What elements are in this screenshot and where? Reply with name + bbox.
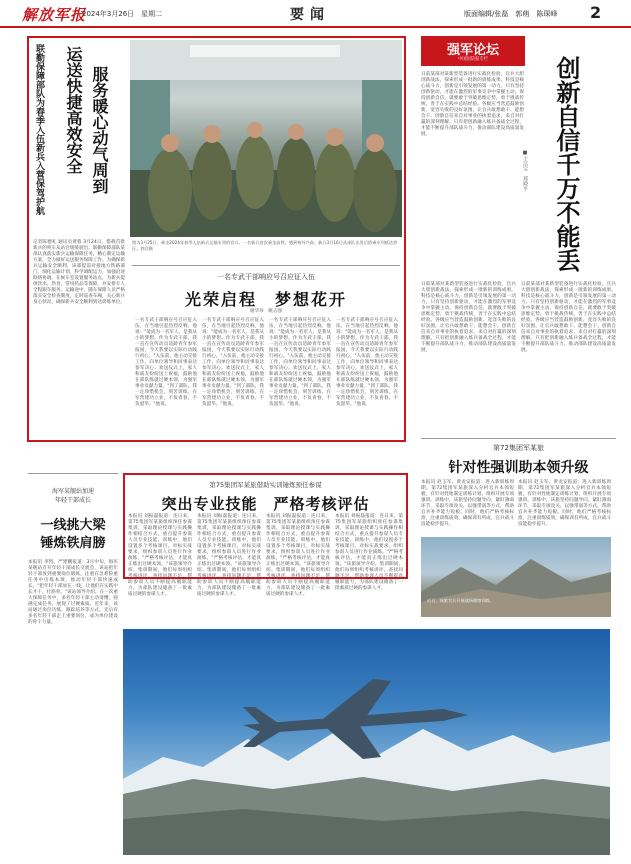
sub-story-body-col3: 一名专武干部响应号召应征入伍，在当地引起热烈反响。他说："能成为一名军人，是我从小的梦想。作为专武干部，我一直在宣传动员适龄青年参军报国，今天我要以实际行动践行初心。"入伍前，他主动交接工作，向单位领导和同事表达参军决心。欢送仪式上，家人和战友纷纷送上祝福，鼓励他在部队练就过硬本领，为强军事业贡献力量。"到了部队，我一定珍惜机会，刻苦训练，在军营建功立业，不负青春、不负韶华。"他说。 xyxy=(269,318,331,407)
sub-story-byline: 谢华珍 姚志强 xyxy=(249,309,283,314)
divider xyxy=(421,438,616,439)
commentary-body-col2: 日前某部对某新型装备进行实战化检验，官兵大胆创新战法，探索形成一批新的训练成果。科技是核心战斗力，创新是引领发展的第一动力。只有坚持创新驱动，才能在激烈的军事竞争中掌握主动。保持创新自信，就要敢于突破思维定势，勇于挑战传统，善于在实践中总结经验。各级应当营造鼓励创新、宽容失败的良好氛围，让官兵敢想敢干、能想会干。创新自信来自对事业的执着追求，来自对打赢的深刻理解。只有把创新融入练兵备战全过程，才能不断提升部队战斗力，推动部队建设高质量发展。 xyxy=(421,282,516,353)
lead-story-deck: 联勤保障部队为春季入伍新兵入营保驾护航 xyxy=(34,44,44,215)
brigade-72-body-col2: 本报讯 赵玉军、黄龙安报道：进入新训练周期，第72集团军某旅深入分析官兵本领短板，有针对性地制定训练计划，组织开展专项强训。训练中，该旅坚持问题导向，紧盯薄弱环节，采取专项攻关、以强带弱等方式，帮助官兵补齐能力短板。同时，他们严格考核标准，注重训练质效，确保训有所成，官兵战斗技能稳步提升。 xyxy=(518,480,611,527)
sub-story-title[interactable]: 光荣启程 梦想花开 xyxy=(184,290,347,309)
sub-story-body-col1: 一名专武干部响应号召应征入伍，在当地引起热烈反响。他说："能成为一名军人，是我从小的梦想。作为专武干部，我一直在宣传动员适龄青年参军报国，今天我要以实际行动践行初心。"入伍前，他主动交接工作，向单位领导和同事表达参军决心。欢送仪式上，家人和战友纷纷送上祝福，鼓励他在部队练就过硬本领，为强军事业贡献力量。"到了部队，我一定珍惜机会，刻苦训练，在军营建功立业，不负青春、不负韶华。"他说。 xyxy=(135,318,197,407)
commentary-column-subtitle: 中国国防报专栏 xyxy=(457,57,489,62)
masthead xyxy=(0,0,631,28)
lead-story-photo-caption: 图为3月25日，乘坐2024年春季入伍新兵运输专列的官兵。一名新兵首次乘坐高铁，感到格外兴奋。新兵3月16日从部队出发后搭乘专列抵达营区。郭宾摄 xyxy=(132,240,398,251)
brigade-75-title[interactable]: 突出专业技能 严格考核评估 xyxy=(161,495,370,513)
lead-story-title-col2[interactable]: 运送快捷高效安全 xyxy=(64,46,83,174)
mountain-landscape-illustration xyxy=(421,537,611,617)
brigade-75-body-col3: 本报讯 刘振磊报道：连日来，第75集团军某旅组织预任参谋集训，采取理论授课与实践操作相结合方式，重点提升参谋人员专业技能。训练中，他们设置多个考核课目，对标实战要求，组织参训人员进行作业演练。"严格考核评估，才能真正练出过硬本领。"该旅领导介绍。集训期间，他们每周组织考核讲评，查找问题不足，帮助参训人员不断提高履职能力，为部队建设储备了一批素质过硬的参谋人才。 xyxy=(266,514,330,597)
brigade-75-body-col4: 本报讯 刘振磊报道：连日来，第75集团军某旅组织预任参谋集训，采取理论授课与实践操作相结合方式，重点提升参谋人员专业技能。训练中，他们设置多个考核课目，对标实战要求，组织参训人员进行作业演练。"严格考核评估，才能真正练出过硬本领。"该旅领导介绍。集训期间，他们每周组织考核讲评，查找问题不足，帮助参训人员不断提高履职能力，为部队建设储备了一批素质过硬的参谋人才。 xyxy=(335,514,403,591)
brigade-75-body-col2: 本报讯 刘振磊报道：连日来，第75集团军某旅组织预任参谋集训，采取理论授课与实践操作相结合方式，重点提升参谋人员专业技能。训练中，他们设置多个考核课目，对标实战要求，组织参训人员进行作业演练。"严格考核评估，才能真正练出过硬本领。"该旅领导介绍。集训期间，他们每周组织考核讲评，查找问题不足，帮助参训人员不断提高履职能力，为部队建设储备了一批素质过硬的参谋人才。 xyxy=(197,514,261,597)
lead-story-body: 记者陈德礼 通讯员黄蓉 3月24日，搭载首批新兵的列车从站台缓缓驶出。联勤保障部队某部认真落实新兵运输保障任务，精心制定运输方案，全力做好运送服务保障工作。为确保新兵运输安全顺利，该部提前对接地方铁路部门，细化运输计划，科学调配运力，加强沿途联络协调。在候车室设置服务站点，为新兵提供饮水、热食、常用药品等保障，并安排专人全程跟车服务。运输途中，随车保障人员严格落实安全检查制度，定时巡查车厢，关心新兵身心状况，确保新兵安全顺利到达训练单位。 xyxy=(33,240,125,305)
fighter-jet-photo[interactable] xyxy=(123,629,610,855)
commentary-column-name: 强军论坛 xyxy=(446,43,499,58)
sub-story-body-col2: 一名专武干部响应号召应征入伍，在当地引起热烈反响。他说："能成为一名军人，是我从小的梦想。作为专武干部，我一直在宣传动员适龄青年参军报国，今天我要以实际行动践行初心。"入伍前，他主动交接工作，向单位领导和同事表达参军决心。欢送仪式上，家人和战友纷纷送上祝福，鼓励他在部队练就过硬本领，为强军事业贡献力量。"到了部队，我一定珍惜机会，刻苦训练，在军营建功立业，不负青春、不负韶华。"他说。 xyxy=(202,318,264,407)
brigade-75-body-col1: 本报讯 刘振磊报道：连日来，第75集团军某旅组织预任参谋集训，采取理论授课与实践操作相结合方式，重点提升参谋人员专业技能。训练中，他们设置多个考核课目，对标实战要求，组织参训人员进行作业演练。"严格考核评估，才能真正练出过硬本领。"该旅领导介绍。集训期间，他们每周组织考核讲评，查找问题不足，帮助参训人员不断提高履职能力，为部队建设储备了一批素质过硬的参谋人才。 xyxy=(128,514,192,597)
sub-story-kicker: 一名专武干部响应号召应征入伍 xyxy=(217,273,315,281)
divider xyxy=(132,265,400,266)
fighter-jet-over-mountains-illustration xyxy=(123,629,610,855)
left-story-kicker: 海军某舰站加速 年轻干部成长 xyxy=(51,488,94,504)
brigade-72-body-col1: 本报讯 赵玉军、黄龙安报道：进入新训练周期，第72集团军某旅深入分析官兵本领短板，有针对性地制定训练计划，组织开展专项强训。训练中，该旅坚持问题导向，紧盯薄弱环节，采取专项攻关、以强带弱等方式，帮助官兵补齐能力短板。同时，他们严格考核标准，注重训练质效，确保训有所成，官兵战斗技能稳步提升。 xyxy=(421,480,514,527)
section-title: 要闻 xyxy=(290,7,330,23)
sub-story-body-col4: 一名专武干部响应号召应征入伍，在当地引起热烈反响。他说："能成为一名军人，是我从小的梦想。作为专武干部，我一直在宣传动员适龄青年参军报国，今天我要以实际行动践行初心。"入伍前，他主动交接工作，向单位领导和同事表达参军决心。欢送仪式上，家人和战友纷纷送上祝福，鼓励他在部队练就过硬本领，为强军事业贡献力量。"到了部队，我一定珍惜机会，刻苦训练，在军营建功立业，不负青春、不负韶华。"他说。 xyxy=(336,318,398,407)
issue-date: 2024年3月26日 星期二 xyxy=(82,10,163,18)
divider xyxy=(28,473,118,474)
brigade-72-photo-caption: 近日，该旅官兵开展战场勘察训练。 xyxy=(427,598,495,603)
brigade-72-photo[interactable] xyxy=(421,537,611,617)
lead-story-title-col1[interactable]: 服务暖心动气周到 xyxy=(90,66,109,194)
lead-story-photo[interactable] xyxy=(130,40,402,237)
train-interior-illustration xyxy=(130,40,402,237)
commentary-author: ■于洁宝 郑晓平 xyxy=(522,150,528,191)
brigade-72-title[interactable]: 针对性强训助本领升级 xyxy=(448,460,589,476)
commentary-body-col3: 日前某部对某新型装备进行实战化检验，官兵大胆创新战法，探索形成一批新的训练成果。科技是核心战斗力，创新是引领发展的第一动力。只有坚持创新驱动，才能在激烈的军事竞争中掌握主动。保持创新自信，就要敢于突破思维定势，勇于挑战传统，善于在实践中总结经验。各级应当营造鼓励创新、宽容失败的良好氛围，让官兵敢想敢干、能想会干。创新自信来自对事业的执着追求，来自对打赢的深刻理解。只有把创新融入练兵备战全过程，才能不断提升部队战斗力，推动部队建设高质量发展。 xyxy=(521,282,616,353)
page-editors: 版面编辑/张磊 郭萌 陈琛峰 xyxy=(464,10,558,18)
brigade-72-kicker: 第72集团军某旅 xyxy=(493,444,544,452)
page-number: 2 xyxy=(590,3,602,22)
commentary-body-col1: 日前某部对某新型装备进行实战化检验，官兵大胆创新战法，探索形成一批新的训练成果。科技是核心战斗力，创新是引领发展的第一动力。只有坚持创新驱动，才能在激烈的军事竞争中掌握主动。保持创新自信，就要敢于突破思维定势，勇于挑战传统，善于在实践中总结经验。各级应当营造鼓励创新、宽容失败的良好氛围，让官兵敢想敢干、能想会干。创新自信来自对事业的执着追求，来自对打赢的深刻理解。只有把创新融入练兵备战全过程，才能不断提升部队战斗力，推动部队建设高质量发展。 xyxy=(421,72,524,137)
left-story-title[interactable]: 一线挑大梁 锤炼铁肩膀 xyxy=(40,518,106,551)
commentary-title[interactable]: 创新自信千万不能丢 xyxy=(552,56,580,272)
brigade-75-kicker: 第75集团军某旅借助实训锤炼预任参谋 xyxy=(209,481,322,489)
newspaper-logo[interactable]: 解放军报 xyxy=(22,6,87,24)
left-story-body: 本报讯 李凯、严建鹏报道：3月中旬，海军某舰站召开年轻干部成长交流会，该站把年轻干部放到重要岗位锻炼，注重在急难险重任务中历练本领，推动年轻干部快速成长。"把年轻干部放在一线，让他们在实践中长才干、壮筋骨。"该站领导介绍。在一次重大保障任务中，多名年轻干部主动请缨，圆满完成任务，展现了过硬素质。近年来，该站通过岗位历练、跟踪培养等方式，先后有多名年轻干部走上重要岗位，成为单位建设的骨干力量。 xyxy=(28,560,118,625)
commentary-column-header xyxy=(421,36,525,66)
